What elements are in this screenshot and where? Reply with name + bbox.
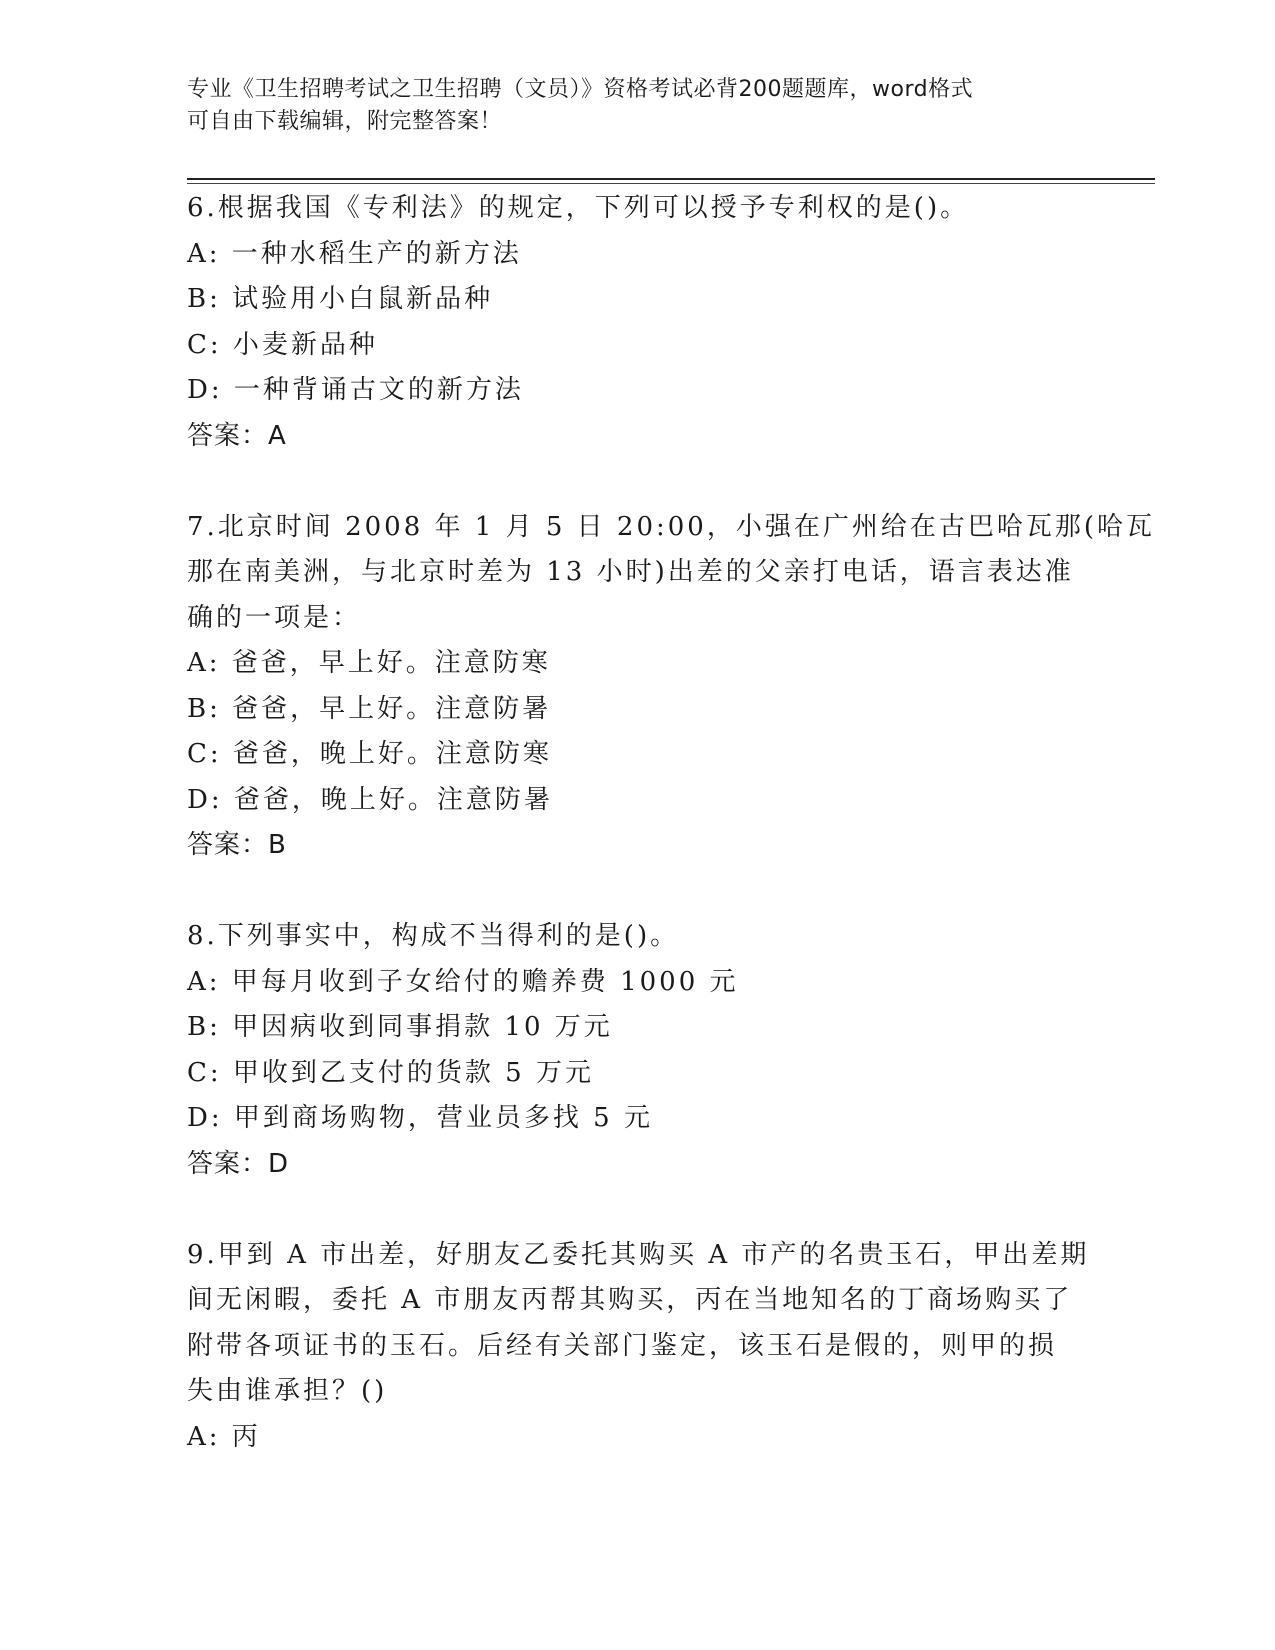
question-spacer bbox=[187, 459, 1087, 505]
question-6-answer: 答案：A bbox=[187, 420, 287, 451]
question-7-option-c: C: 爸爸，晚上好。注意防寒 bbox=[187, 739, 552, 769]
question-7-answer: 答案：B bbox=[187, 830, 287, 860]
question-6-stem: 6.根据我国《专利法》的规定，下列可以授予专利权的是()。 bbox=[187, 193, 970, 223]
question-7 bbox=[187, 505, 1155, 869]
question-6-option-b: B: 试验用小白鼠新品种 bbox=[187, 284, 494, 314]
question-8-option-c: C: 甲收到乙支付的货款 5 万元 bbox=[187, 1057, 594, 1088]
question-7-option-b: B: 爸爸，早上好。注意防暑 bbox=[187, 693, 552, 724]
question-9-stem-line-3: 附带各项证书的玉石。后经有关部门鉴定，该玉石是假的，则甲的损 bbox=[187, 1330, 1058, 1361]
question-8 bbox=[187, 914, 1087, 1187]
question-6-option-a: A: 一种水稻生产的新方法 bbox=[187, 238, 522, 269]
question-8-stem: 8.下列事实中，构成不当得利的是()。 bbox=[187, 921, 680, 951]
question-8-option-d: D: 甲到商场购物，营业员多找 5 元 bbox=[187, 1103, 653, 1133]
question-9-option-a: A: 丙 bbox=[187, 1421, 261, 1452]
question-list bbox=[187, 186, 1155, 1460]
question-spacer bbox=[187, 869, 1087, 915]
header-line-2: 可自由下载编辑，附完整答案！ bbox=[187, 109, 503, 134]
question-7-stem-line-3: 确的一项是： bbox=[187, 602, 362, 633]
question-6-option-c: C: 小麦新品种 bbox=[187, 329, 378, 360]
header-divider-thin bbox=[187, 183, 1155, 184]
question-9-stem-line-4: 失由谁承担？() bbox=[187, 1376, 388, 1406]
question-7-option-a: A: 爸爸，早上好。注意防寒 bbox=[187, 648, 551, 678]
question-8-option-a: A: 甲每月收到子女给付的赡养费 1000 元 bbox=[187, 966, 739, 997]
document-header bbox=[187, 74, 1067, 138]
question-9-stem-line-1: 9.甲到 A 市出差，好朋友乙委托其购买 A 市产的名贵玉石，甲出差期 bbox=[187, 1239, 1090, 1270]
question-8-option-b: B: 甲因病收到同事捐款 10 万元 bbox=[187, 1012, 613, 1042]
question-7-stem-line-1: 7.北京时间 2008 年 1 月 5 日 20:00，小强在广州给在古巴哈瓦那(哈瓦 bbox=[187, 511, 1155, 542]
question-7-option-d: D: 爸爸，晚上好。注意防暑 bbox=[187, 784, 553, 815]
question-9 bbox=[187, 1233, 1090, 1461]
question-8-answer: 答案：D bbox=[187, 1148, 290, 1179]
header-divider-thick bbox=[187, 178, 1155, 180]
question-7-stem-line-2: 那在南美洲，与北京时差为 13 小时)出差的父亲打电话，语言表达准 bbox=[187, 557, 1074, 587]
header-line-1: 专业《卫生招聘考试之卫生招聘（文员）》资格考试必背200题题库，word格式 bbox=[187, 77, 974, 102]
question-6 bbox=[187, 186, 1087, 459]
question-6-option-d: D: 一种背诵古文的新方法 bbox=[187, 375, 524, 405]
question-spacer bbox=[187, 1187, 1087, 1233]
question-9-stem-line-2: 间无闲暇，委托 A 市朋友丙帮其购买，丙在当地知名的丁商场购买了 bbox=[187, 1285, 1073, 1315]
